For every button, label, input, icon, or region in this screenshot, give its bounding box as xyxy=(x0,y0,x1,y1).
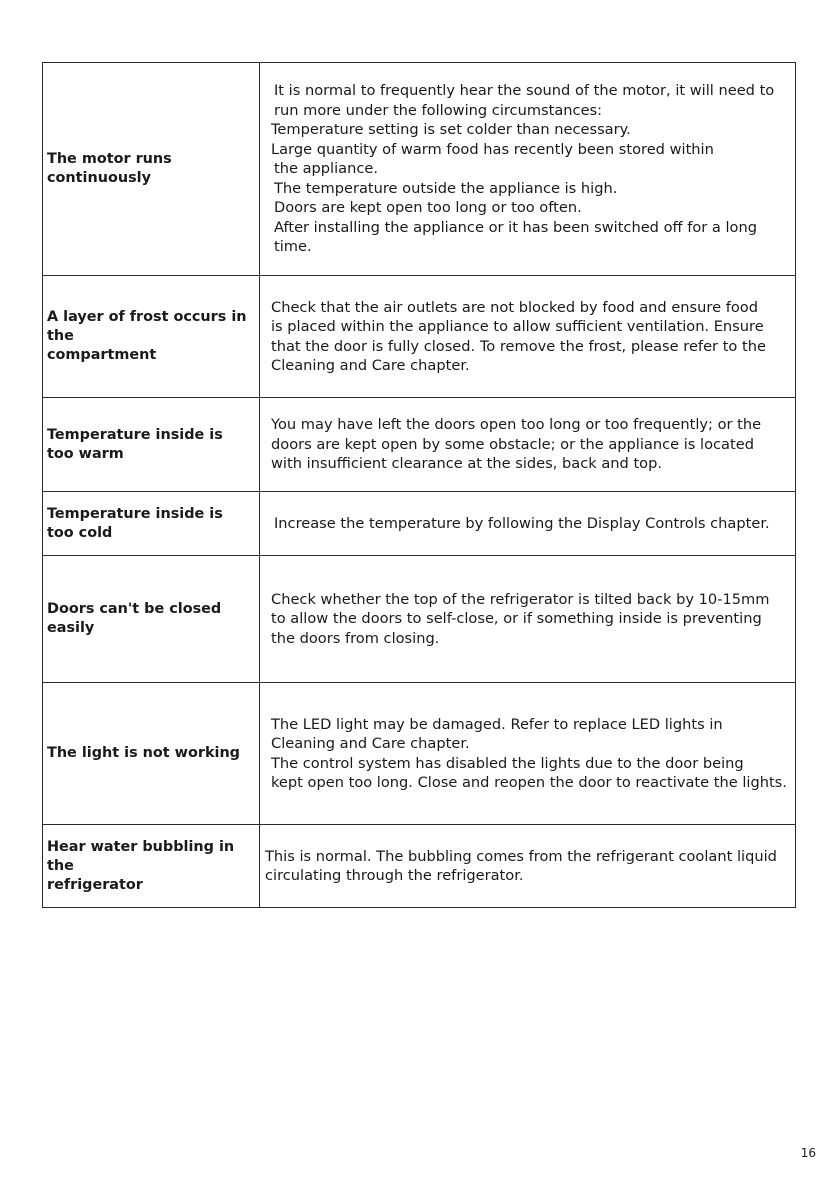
problem-text: A layer of frost occurs in the xyxy=(47,309,247,344)
table-row xyxy=(43,683,796,825)
problem-cell xyxy=(43,63,260,276)
solution-text: the appliance. xyxy=(274,160,379,178)
solution-text: the doors from closing. xyxy=(271,629,440,647)
problem-text: too cold xyxy=(47,524,113,541)
solution-text: kept open too long. Close and reopen the door to reactivate the lights. xyxy=(271,774,787,791)
solution-text: Check that the air outlets are not blocked by food and ensure food xyxy=(271,298,758,316)
solution-text: The LED light may be damaged. Refer to replace LED lights in xyxy=(271,715,723,733)
problem-cell xyxy=(43,492,260,556)
troubleshooting-table xyxy=(42,62,796,908)
table-row xyxy=(43,398,796,492)
solution-text: Doors are kept open too long or too often. xyxy=(274,199,582,217)
problem-text: Temperature inside is xyxy=(47,505,223,522)
solution-text: run more under the following circumstances: xyxy=(274,101,603,119)
problem-cell xyxy=(43,825,260,908)
solution-text: Check whether the top of the refrigerator is tilted back by 10-15mm xyxy=(271,590,770,608)
problem-text: Doors can't be closed xyxy=(47,601,222,617)
problem-text: refrigerator xyxy=(47,876,143,893)
table-row xyxy=(43,556,796,683)
solution-text: is placed within the appliance to allow sufficient ventilation. Ensure xyxy=(271,318,764,335)
solution-cell xyxy=(260,63,796,276)
problem-text: The light is not working xyxy=(47,745,240,761)
problem-cell xyxy=(43,398,260,492)
solution-text: You may have left the doors open too long or too frequently; or the xyxy=(271,416,762,434)
problem-text: too warm xyxy=(47,445,124,462)
solution-text: Increase the temperature by following the Display Controls chapter. xyxy=(274,514,770,532)
solution-text: Cleaning and Care chapter. xyxy=(271,735,470,752)
solution-cell xyxy=(260,276,796,398)
problem-text: Hear water bubbling in the xyxy=(47,838,235,874)
solution-text: It is normal to frequently hear the sound of the motor, it will need to xyxy=(274,82,775,100)
problem-text: compartment xyxy=(47,347,157,363)
solution-text: circulating through the refrigerator. xyxy=(265,867,524,884)
solution-text: to allow the doors to self-close, or if something inside is preventing xyxy=(271,610,762,628)
solution-cell xyxy=(260,683,796,825)
solution-text: that the door is fully closed. To remove the frost, please refer to the xyxy=(271,337,766,355)
table-row xyxy=(43,63,796,276)
problem-text: easily xyxy=(47,620,95,636)
solution-text: Cleaning and Care chapter. xyxy=(271,357,470,374)
solution-text: After installing the appliance or it has been switched off for a long time. xyxy=(274,218,757,256)
solution-text: The temperature outside the appliance is high. xyxy=(274,179,618,197)
problem-cell xyxy=(43,556,260,683)
problem-text: The motor runs continuously xyxy=(47,151,172,186)
table-row xyxy=(43,825,796,908)
problem-cell xyxy=(43,683,260,825)
solution-text: with insufficient clearance at the sides, back and top. xyxy=(271,455,663,473)
solution-cell xyxy=(260,556,796,683)
solution-cell xyxy=(260,492,796,556)
solution-text: Large quantity of warm food has recently been stored within xyxy=(271,140,714,158)
table-row xyxy=(43,276,796,398)
solution-text: This is normal. The bubbling comes from the refrigerant coolant liquid xyxy=(265,847,777,865)
problem-cell xyxy=(43,276,260,398)
solution-cell xyxy=(260,825,796,908)
problem-text: Temperature inside is xyxy=(47,426,223,443)
solution-cell xyxy=(260,398,796,492)
page-number: 16 xyxy=(800,1146,816,1160)
solution-text: doors are kept open by some obstacle; or the appliance is located xyxy=(271,435,754,453)
table-row xyxy=(43,492,796,556)
solution-text: Temperature setting is set colder than necessary. xyxy=(271,121,631,139)
solution-text: The control system has disabled the lights due to the door being xyxy=(271,754,744,772)
